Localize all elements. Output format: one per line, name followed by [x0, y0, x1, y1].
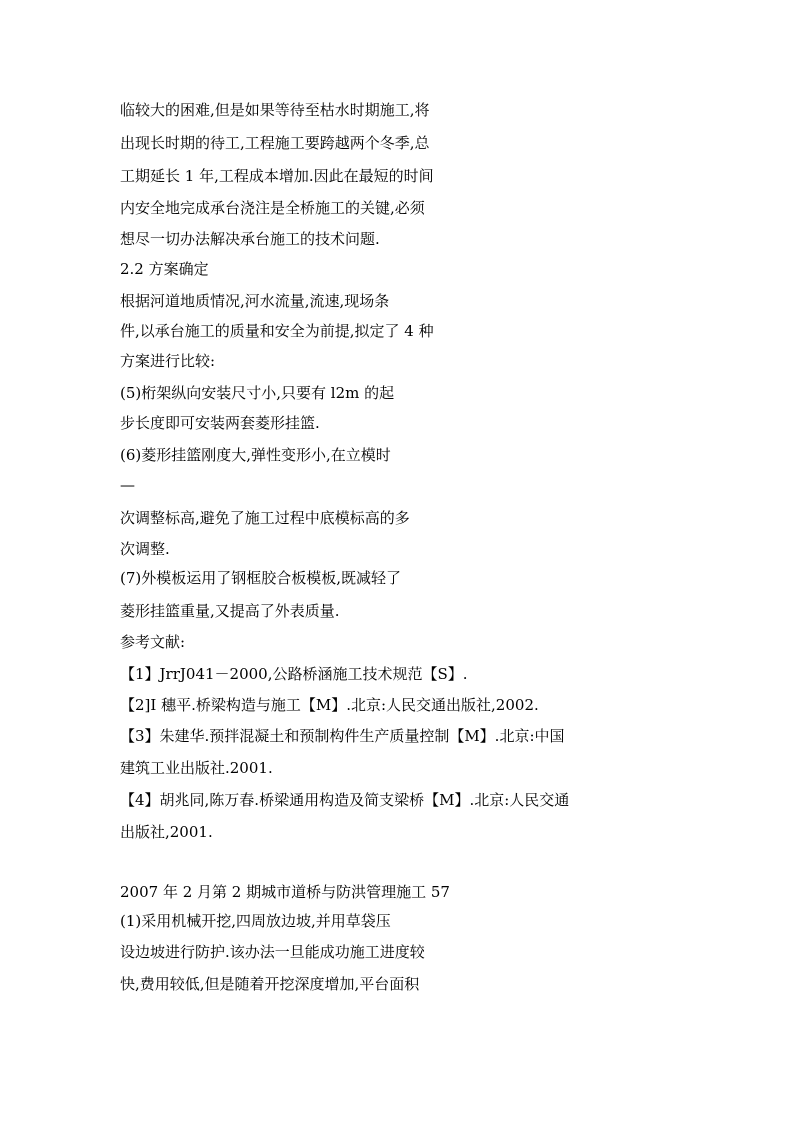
body-text-line: (6)菱形挂篮刚度大,弹性变形小,在立模时 [120, 446, 391, 464]
body-text-line: 快,费用较低,但是随着开挖深度增加,平台面积 [120, 975, 420, 993]
body-text-line: 出现长时期的待工,工程施工要跨越两个冬季,总 [120, 134, 430, 152]
reference-item: 建筑工业出版社.2001. [120, 759, 273, 777]
reference-item: 【2]I 穗平.桥梁构造与施工【M】.北京:人民交通出版社,2002. [120, 696, 539, 714]
references-heading: 参考文献: [120, 633, 186, 651]
body-text-line: 步长度即可安装两套菱形挂篮. [120, 414, 320, 432]
body-text-line: 件,以承台施工的质量和安全为前提,拟定了 4 种 [120, 322, 434, 340]
body-text-line: 次调整. [120, 540, 170, 558]
reference-item: 出版社,2001. [120, 823, 213, 841]
body-text-line: (5)桁架纵向安装尺寸小,只要有 l2m 的起 [120, 384, 395, 402]
body-text-line: 设边坡进行防护.该办法一旦能成功施工进度较 [120, 943, 425, 961]
body-text-line: 内安全地完成承台浇注是全桥施工的关键,必须 [120, 199, 425, 217]
reference-item: 【3】朱建华.预拌混凝土和预制构件生产质量控制【M】.北京:中国 [120, 727, 565, 745]
reference-item: 【1】JrrJ041－2000,公路桥涵施工技术规范【S】. [120, 665, 468, 683]
section-heading: 2.2 方案确定 [120, 260, 209, 278]
body-text-line: 工期延长 1 年,工程成本增加.因此在最短的时间 [120, 167, 434, 185]
body-text-line: 想尽一切办法解决承台施工的技术问题. [120, 230, 380, 248]
reference-item: 【4】胡兆同,陈万春.桥梁通用构造及简支梁桥【M】.北京:人民交通 [120, 791, 570, 809]
body-text-line: 次调整标高,避免了施工过程中底模标高的多 [120, 509, 410, 527]
body-text-line: 菱形挂篮重量,又提高了外表质量. [120, 602, 340, 620]
body-text-line: 方案进行比较: [120, 352, 216, 370]
body-text-line: (1)采用机械开挖,四周放边坡,并用草袋压 [120, 912, 391, 930]
body-text-line: — [120, 476, 135, 494]
body-text-line: (7)外模板运用了钢框胶合板模板,既减轻了 [120, 569, 402, 587]
body-text-line: 根据河道地质情况,河水流量,流速,现场条 [120, 292, 390, 310]
running-header: 2007 年 2 月第 2 期城市道桥与防洪管理施工 57 [120, 883, 450, 901]
body-text-line: 临较大的困难,但是如果等待至枯水时期施工,将 [120, 101, 430, 119]
